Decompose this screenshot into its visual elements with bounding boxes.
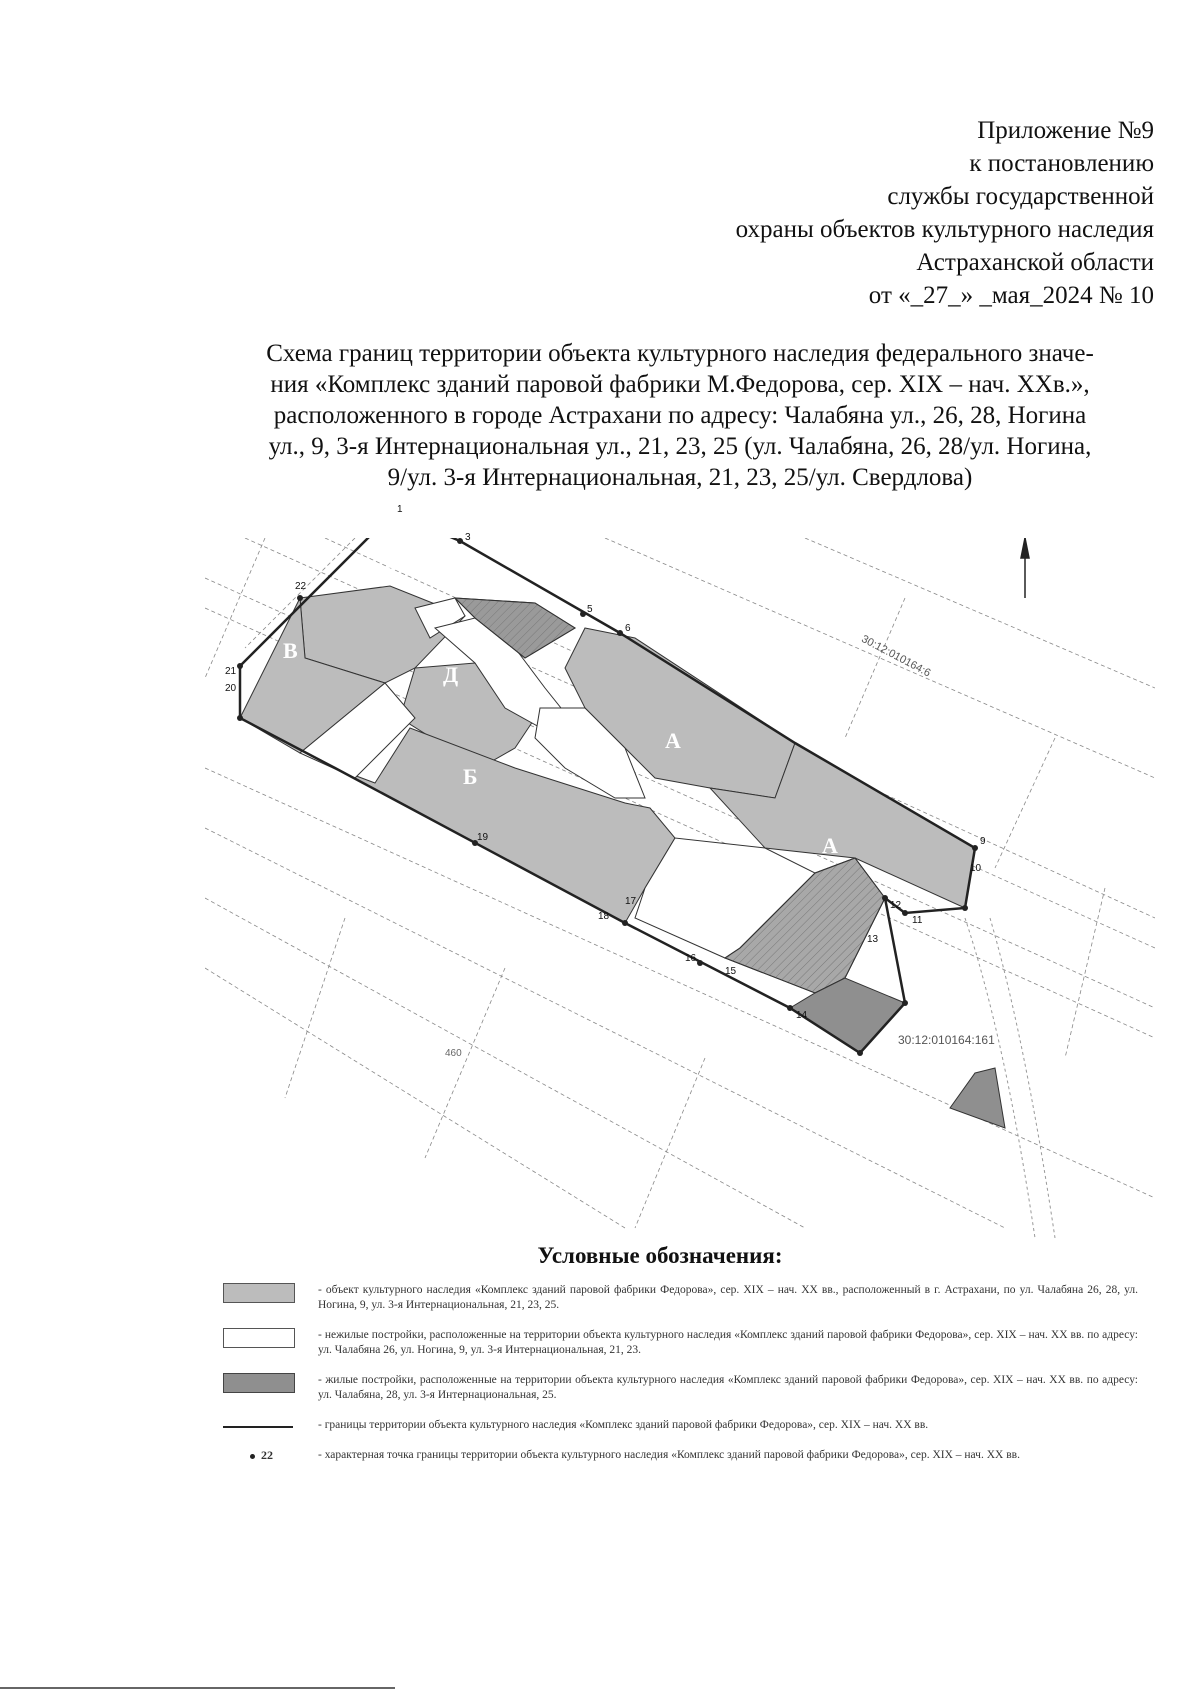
legend: [223, 1283, 1138, 1478]
point-label: 5: [587, 604, 593, 615]
appendix-line: службы государственной: [887, 183, 1154, 210]
legend-item-boundary: [223, 1418, 1138, 1433]
label-building-v: В: [283, 638, 298, 663]
point-label: 22: [295, 581, 307, 592]
appendix-line: охраны объектов культурного наследия: [735, 216, 1154, 243]
point-label: 10: [970, 863, 982, 874]
cadastral-label: 30:12:010164:6: [859, 633, 933, 680]
appendix-line: Приложение №9: [977, 117, 1154, 144]
legend-item-heritage: [223, 1283, 1138, 1313]
point-label: 21: [225, 666, 237, 677]
legend-swatch-heritage: [223, 1283, 295, 1303]
point-dot-icon: [250, 1454, 255, 1459]
legend-text: - характерная точка границы территории объекта культурного наследия «Комплекс зданий паровой фабрики Федорова», сер. XIX – нач. XX вв.: [318, 1449, 1020, 1461]
point-label: 14: [796, 1010, 808, 1021]
appendix-line: Астраханской области: [916, 249, 1154, 276]
north-arrow-icon: [1021, 538, 1029, 598]
legend-swatch-residential: [223, 1373, 295, 1393]
point-label: 1: [397, 504, 403, 515]
legend-item-nonresidential: [223, 1328, 1138, 1358]
legend-point-symbol: [223, 1448, 273, 1466]
appendix-line: к постановлению: [969, 150, 1154, 177]
map-svg: [205, 538, 1155, 1238]
point-label: 11: [912, 915, 923, 926]
legend-text: - границы территории объекта культурного наследия «Комплекс зданий паровой фабрики Федорова», сер. XIX – нач. XX вв.: [318, 1419, 929, 1431]
point-label: 16: [685, 953, 697, 964]
appendix-header: [736, 114, 1154, 312]
point-label: 20: [225, 683, 237, 694]
label-building-d: Д: [443, 662, 459, 687]
point-label: 3: [465, 532, 471, 543]
label-building-g: Г: [380, 561, 394, 586]
point-label: 9: [980, 836, 986, 847]
label-building-a-1: А: [665, 728, 681, 753]
cadastral-label: 30:12:010164:161: [898, 1033, 995, 1047]
legend-item-residential: [223, 1373, 1138, 1403]
legend-title: Условные обозначения:: [537, 1243, 783, 1268]
legend-point-label: 22: [261, 1448, 273, 1462]
appendix-line: от «_27_» _мая_2024 № 10: [868, 282, 1154, 309]
legend-text: - жилые постройки, расположенные на территории объекта культурного наследия «Комплекс зданий паровой фабрики Федорова», сер. XIX – нач. XX вв. по адресу: ул. Чалабяна, 28, ул. 3-я Интернациональная, 25.: [318, 1374, 1138, 1401]
legend-text: - нежилые постройки, расположенные на территории объекта культурного наследия «Комплекс зданий паровой фабрики Федорова», сер. XIX – нач. XX вв. по адресу: ул. Чалабяна 26, ул. Ногина, 9, ул. 3-я Интернациональная, 21, 23.: [318, 1329, 1138, 1356]
point-label: 6: [625, 623, 631, 634]
label-building-b: Б: [463, 764, 478, 789]
point-label: 19: [477, 832, 489, 843]
point-label: 12: [890, 900, 902, 911]
title-line: Схема границ территории объекта культурного наследия федерального значе-: [266, 340, 1094, 367]
boundary-map: [205, 504, 1155, 1238]
title-line: расположенного в городе Астрахани по адресу: Чалабяна ул., 26, 28, Ногина: [273, 402, 1087, 429]
legend-text: - объект культурного наследия «Комплекс зданий паровой фабрики Федорова», сер. XIX – нач. XX вв., расположенный в г. Астрахани, по ул. Чалабяна 26, 28, ул. Ногина, 9, ул. 3-я Интернациональная, 21, 23, 25.: [318, 1284, 1138, 1311]
document-title: [205, 338, 1155, 493]
legend-item-point: [223, 1448, 1138, 1463]
title-line: ния «Комплекс зданий паровой фабрики М.Федорова, сер. XIX – нач. XXв.»,: [270, 371, 1090, 398]
title-line: 9/ул. 3-я Интернациональная, 21, 23, 25/ул. Свердлова): [387, 464, 973, 491]
street-label: 460: [445, 1048, 462, 1059]
legend-swatch-nonresidential: [223, 1328, 295, 1348]
point-label: 17: [625, 896, 637, 907]
point-label: 18: [598, 911, 610, 922]
title-line: ул., 9, 3-я Интернациональная ул., 21, 23, 25 (ул. Чалабяна, 26, 28/ул. Ногина,: [268, 433, 1092, 460]
point-label: 13: [867, 934, 879, 945]
legend-boundary-line-icon: [223, 1426, 293, 1428]
bottom-divider: [0, 1687, 395, 1689]
label-building-a-2: А: [822, 833, 838, 858]
point-label: 15: [725, 966, 737, 977]
